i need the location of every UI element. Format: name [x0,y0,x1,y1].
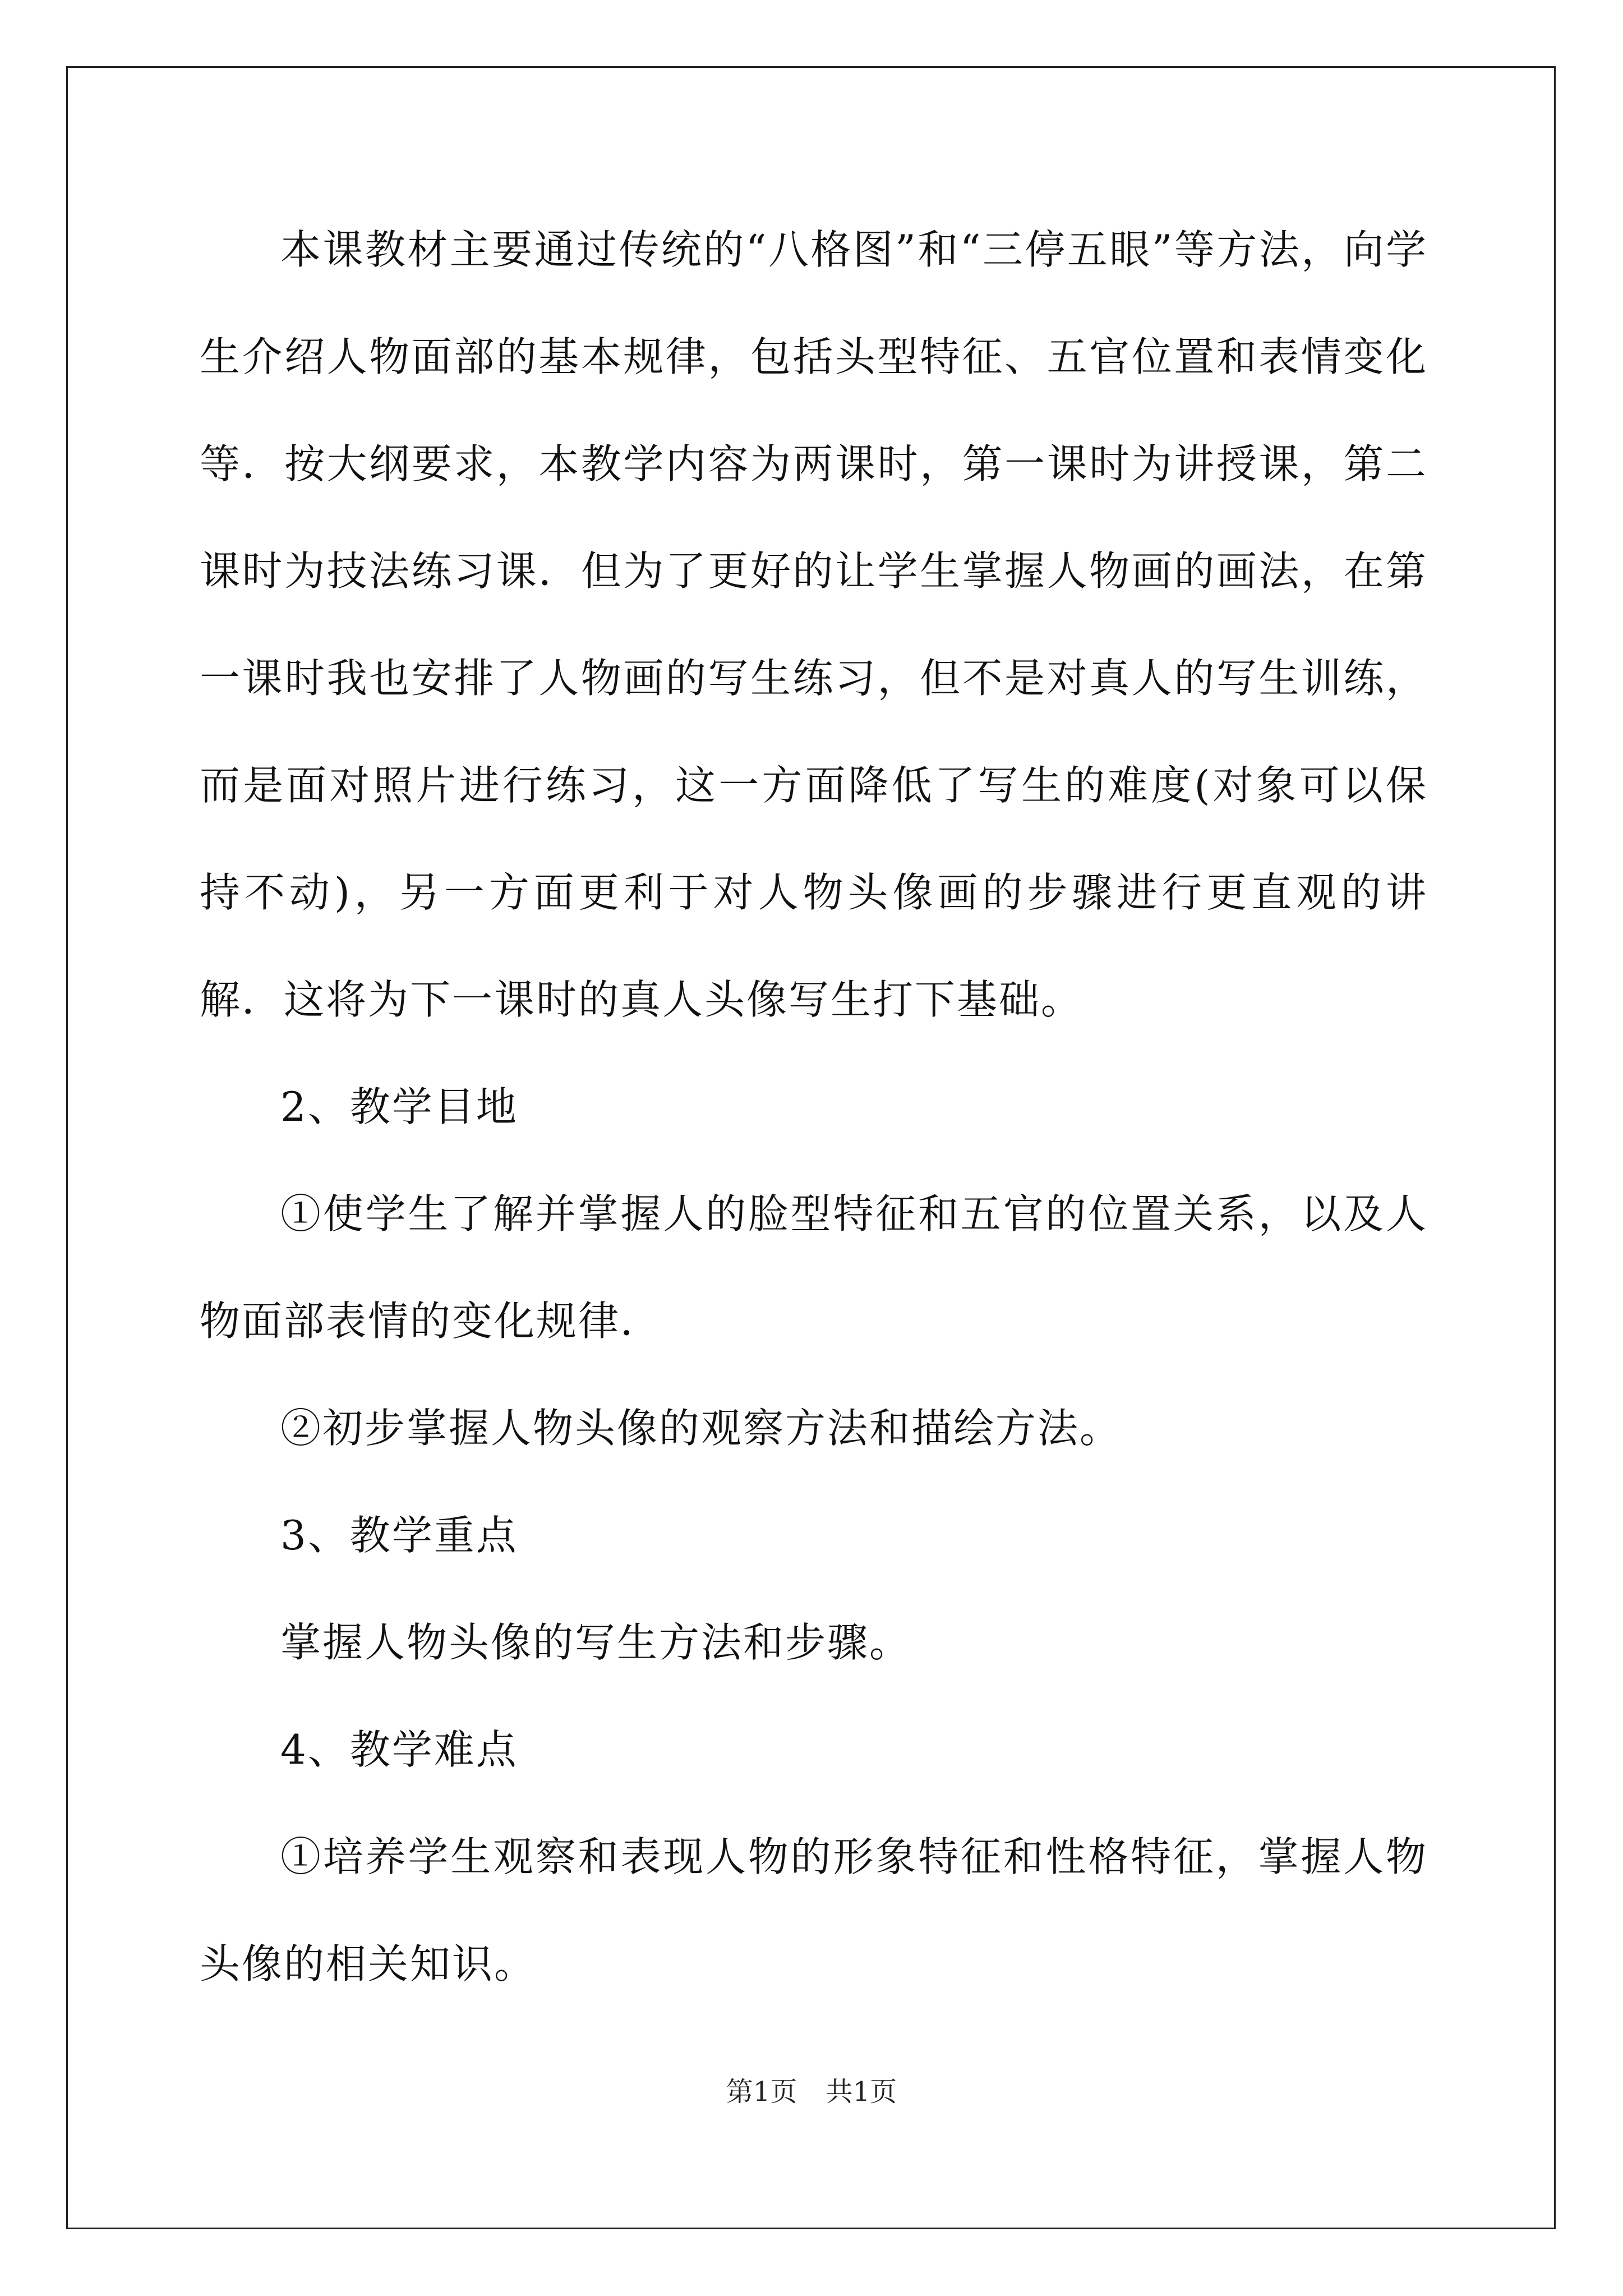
paragraph-intro: 本课教材主要通过传统的“八格图”和“三停五眼”等方法，向学生介绍人物面部的基本规律，包括头型特征、五官位置和表情变化等．按大纲要求，本教学内容为两课时，第一课时为讲授课，第二课时为技法练习课．但为了更好的让学生掌握人物画的画法，在第一课时我也安排了人物画的写生练习，但不是对真人的写生训练，而是面对照片进行练习，这一方面降低了写生的难度(对象可以保持不动)，另一方面更利于对人物头像画的步骤进行更直观的讲解．这将为下一课时的真人头像写生打下基础。 [200,226,1428,1023]
page-number: 第1页 [726,2076,797,2108]
page-total: 共1页 [826,2076,897,2108]
goal-item-2: ②初步掌握人物头像的观察方法和描绘方法。 [280,1405,1122,1452]
heading-difficulties: 4、教学难点 [280,1726,518,1773]
goal-item-1: ①使学生了解并掌握人的脸型特征和五官的位置关系，以及人物面部表情的变化规律． [200,1190,1428,1345]
heading-teaching-goals: 2、教学目地 [280,1083,518,1130]
key-point-text: 掌握人物头像的写生方法和步骤。 [280,1619,912,1666]
document-body [200,196,1428,2018]
page-footer [0,2070,1623,2109]
heading-key-points: 3、教学重点 [280,1512,518,1559]
difficulty-item-1: ①培养学生观察和表现人物的形象特征和性格特征，掌握人物头像的相关知识。 [200,1833,1428,1987]
